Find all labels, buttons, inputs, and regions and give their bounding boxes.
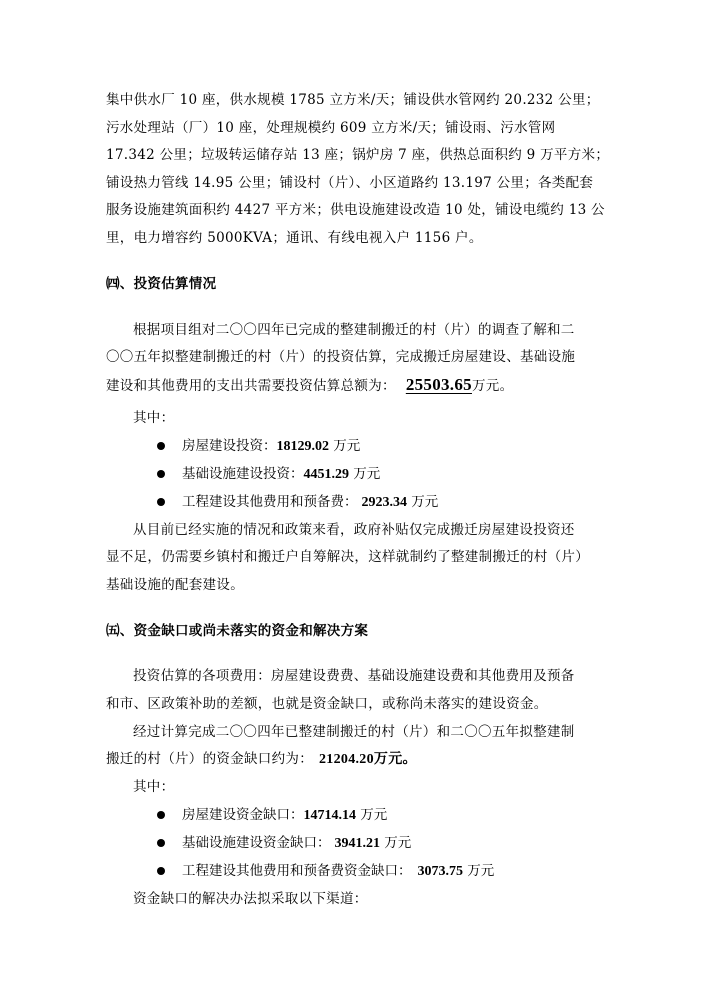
text-fragment: 搬迁的村（片）的资金缺口约为： <box>106 751 313 767</box>
text-line: 〇〇五年拟整建制搬迁的村（片）的投资估算，完成搬迁房屋建设、基础设施 <box>106 349 576 365</box>
text-line: 里，电力增容约 5000KVA；通讯、有线电视入户 1156 户。 <box>106 230 483 246</box>
funding-gap-line <box>106 751 606 768</box>
text-line: 集中供水厂 10 座，供水规模 1785 立方米/天；铺设供水管网约 20.232 公里； <box>106 92 600 108</box>
bullet-icon <box>157 470 165 478</box>
text-line: 服务设施建筑面积约 4427 平方米；供电设施建设改造 10 处，铺设电缆约 13 公 <box>106 202 605 218</box>
funding-gap-value: 21204.20 <box>319 752 374 767</box>
text-line: 污水处理站（厂）10 座，处理规模约 609 立方米/天；铺设雨、污水管网 <box>106 120 556 136</box>
text-line: 显不足，仍需要乡镇村和搬迁户自筹解决，这样就制约了整建制搬迁的村（片） <box>106 549 589 565</box>
text-line: 从目前已经实施的情况和政策来看，政府补贴仅完成搬迁房屋建设投资还 <box>133 522 575 538</box>
bullet-icon <box>157 867 165 875</box>
text-line: 其中： <box>133 410 175 426</box>
section-heading: ㈣、投资估算情况 <box>106 276 217 292</box>
bullet-icon <box>157 442 165 450</box>
total-investment-line <box>106 377 606 394</box>
unit-text: 万元。 <box>373 752 417 767</box>
text-fragment: 建设和其他费用的支出共需要投资估算总额为： <box>106 378 396 394</box>
list-item: 工程建设其他费用和预备费资金缺口： 3073.75 万元 <box>157 863 494 880</box>
text-line: 17.342 公里；垃圾转运储存站 13 座；锅炉房 7 座，供热总面积约 9 万平方米； <box>106 147 610 163</box>
text-line: 基础设施的配套建设。 <box>106 577 244 593</box>
text-line: 铺设热力管线 14.95 公里；铺设村（片）、小区道路约 13.197 公里；各类配套 <box>106 175 594 191</box>
unit-text: 万元。 <box>471 378 514 394</box>
list-item: 工程建设其他费用和预备费： 2923.34 万元 <box>157 494 438 511</box>
text-line: 根据项目组对二〇〇四年已完成的整建制搬迁的村（片）的调查了解和二 <box>133 322 575 338</box>
list-item: 房屋建设资金缺口：14714.14 万元 <box>157 807 387 824</box>
section-heading: ㈤、资金缺口或尚未落实的资金和解决方案 <box>106 623 369 639</box>
text-line: 和市、区政策补助的差额，也就是资金缺口，或称尚未落实的建设资金。 <box>106 696 548 712</box>
list-item: 基础设施建设资金缺口： 3941.21 万元 <box>157 835 411 852</box>
text-line: 经过计算完成二〇〇四年已整建制搬迁的村（片）和二〇〇五年拟整建制 <box>133 724 575 740</box>
bullet-icon <box>157 498 165 506</box>
bullet-icon <box>157 811 165 819</box>
text-line: 资金缺口的解决办法拟采取以下渠道： <box>133 891 368 907</box>
list-item: 基础设施建设投资：4451.29 万元 <box>157 466 380 483</box>
list-item: 房屋建设投资：18129.02 万元 <box>157 438 360 455</box>
text-line: 其中： <box>133 779 175 795</box>
bullet-icon <box>157 839 165 847</box>
total-investment-value: 25503.65 <box>405 375 472 394</box>
text-line: 投资估算的各项费用：房屋建设费费、基础设施建设费和其他费用及预备 <box>133 668 575 684</box>
